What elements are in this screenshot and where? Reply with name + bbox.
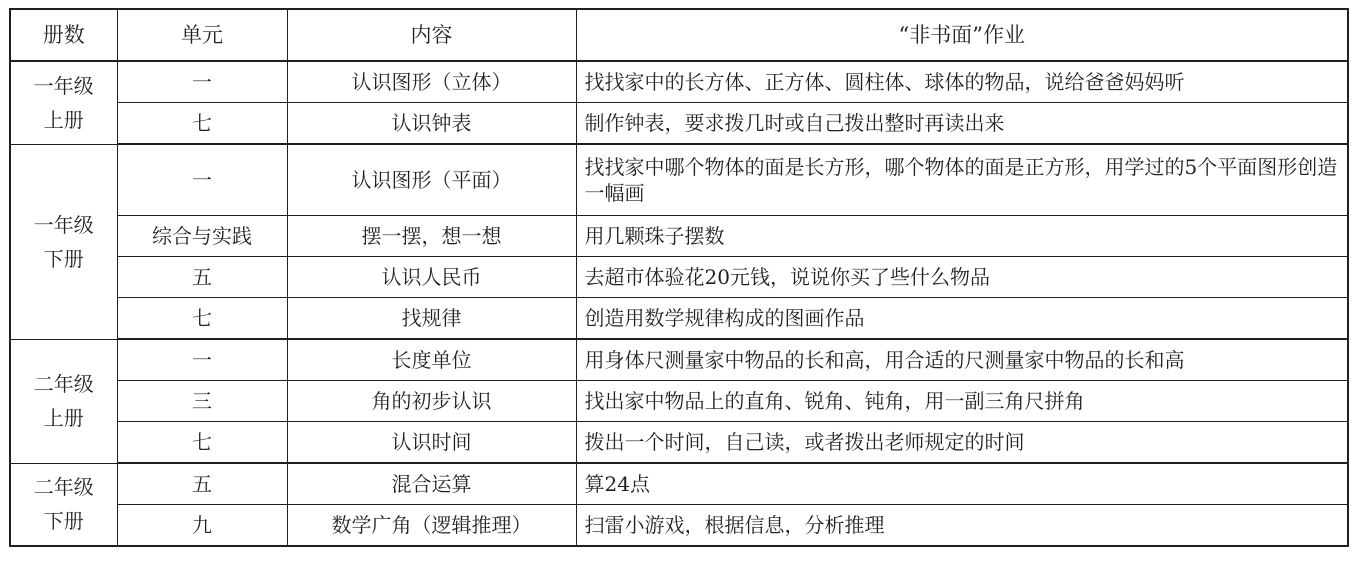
table-row — [10, 103, 1348, 145]
content-cell: 认识人民币 — [287, 257, 576, 298]
homework-cell: 拨出一个时间，自己读，或者拨出老师规定的时间 — [576, 422, 1348, 464]
content-cell: 认识图形（立体） — [287, 61, 576, 103]
table-row — [10, 505, 1348, 547]
table-row — [10, 257, 1348, 298]
homework-cell: 创造用数学规律构成的图画作品 — [576, 298, 1348, 340]
content-cell: 认识时间 — [287, 422, 576, 464]
table-row — [10, 216, 1348, 257]
volume-term: 下册 — [43, 509, 84, 534]
unit-cell: 七 — [117, 298, 287, 340]
table-row — [10, 381, 1348, 422]
content-cell: 摆一摆，想一想 — [287, 216, 576, 257]
content-cell: 认识钟表 — [287, 103, 576, 145]
homework-cell: 用几颗珠子摆数 — [576, 216, 1348, 257]
homework-cell: 去超市体验花20元钱，说说你买了些什么物品 — [576, 257, 1348, 298]
table-header — [10, 9, 1348, 61]
volume-grade: 一年级 — [33, 212, 94, 237]
table-row — [10, 339, 1348, 381]
volume-grade: 二年级 — [33, 475, 94, 500]
unit-cell: 五 — [117, 463, 287, 505]
homework-cell: 算24点 — [576, 463, 1348, 505]
unit-cell: 九 — [117, 505, 287, 547]
header-volume: 册数 — [10, 9, 117, 61]
content-cell: 找规律 — [287, 298, 576, 340]
content-cell: 混合运算 — [287, 463, 576, 505]
content-cell: 数学广角（逻辑推理） — [287, 505, 576, 547]
homework-cell: 制作钟表，要求拨几时或自己拨出整时再读出来 — [576, 103, 1348, 145]
content-cell: 长度单位 — [287, 339, 576, 381]
homework-cell: 找找家中的长方体、正方体、圆柱体、球体的物品，说给爸爸妈妈听 — [576, 61, 1348, 103]
homework-cell: 找找家中哪个物体的面是长方形，哪个物体的面是正方形，用学过的5个平面图形创造一幅画 — [576, 144, 1348, 216]
content-cell: 认识图形（平面） — [287, 144, 576, 216]
header-unit: 单元 — [117, 9, 287, 61]
unit-cell: 七 — [117, 422, 287, 464]
unit-cell: 五 — [117, 257, 287, 298]
header-homework: “非书面”作业 — [576, 9, 1348, 61]
volume-cell-grade2-vol2 — [10, 463, 117, 546]
table-row — [10, 422, 1348, 464]
volume-cell-grade1-vol2 — [10, 144, 117, 339]
content-cell: 角的初步认识 — [287, 381, 576, 422]
table-row — [10, 463, 1348, 505]
volume-term: 下册 — [43, 246, 84, 271]
homework-cell: 扫雷小游戏，根据信息，分析推理 — [576, 505, 1348, 547]
unit-cell: 综合与实践 — [117, 216, 287, 257]
table-body — [10, 61, 1348, 546]
header-row — [10, 9, 1348, 61]
volume-grade: 一年级 — [33, 73, 94, 98]
volume-cell-grade1-vol1 — [10, 61, 117, 144]
unit-cell: 七 — [117, 103, 287, 145]
homework-cell: 找出家中物品上的直角、锐角、钝角，用一副三角尺拼角 — [576, 381, 1348, 422]
unit-cell: 一 — [117, 61, 287, 103]
volume-term: 上册 — [43, 107, 84, 132]
table-row — [10, 144, 1348, 216]
table-row — [10, 298, 1348, 340]
unit-cell: 一 — [117, 339, 287, 381]
volume-term: 上册 — [43, 406, 84, 430]
volume-grade: 二年级 — [33, 372, 94, 396]
unit-cell: 三 — [117, 381, 287, 422]
volume-cell-grade2-vol1 — [10, 339, 117, 463]
homework-cell: 用身体尺测量家中物品的长和高，用合适的尺测量家中物品的长和高 — [576, 339, 1348, 381]
table-row — [10, 61, 1348, 103]
unit-cell: 一 — [117, 144, 287, 216]
header-content: 内容 — [287, 9, 576, 61]
homework-table — [9, 8, 1349, 547]
